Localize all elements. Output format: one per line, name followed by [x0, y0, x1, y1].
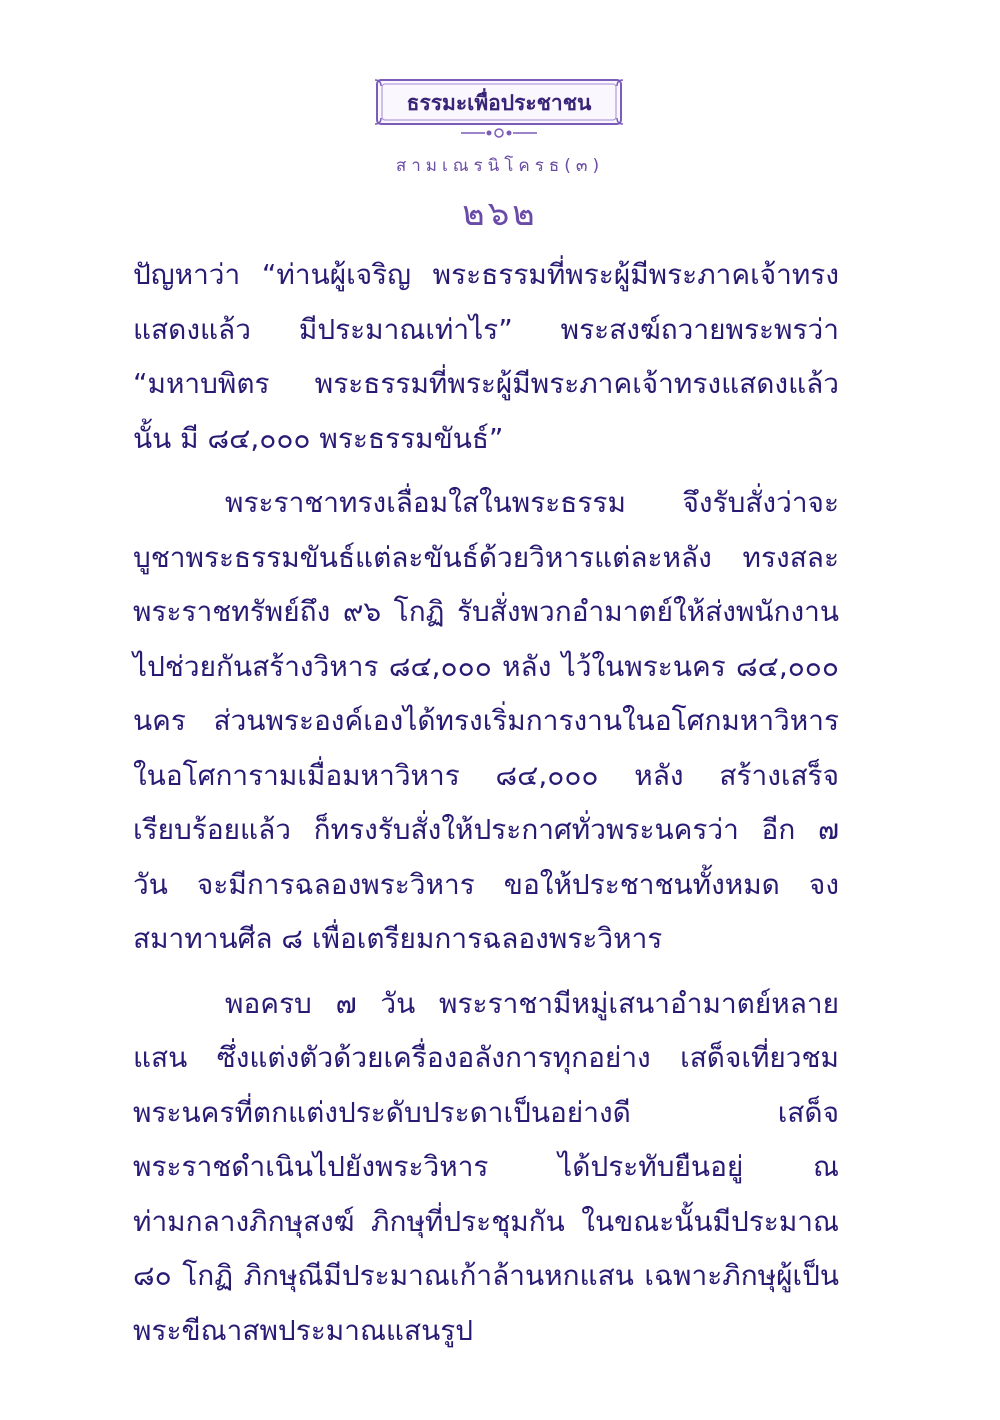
chapter-subtitle: สามเณรนิโครธ(๓): [395, 156, 605, 176]
paragraph: พระราชาทรงเลื่อมใสในพระธรรม จึงรับสั่งว่าจะบูชาพระธรรมขันธ์แต่ละขันธ์ด้วยวิหารแต่ละหลัง ทรงสละพระราชทรัพย์ถึง ๙๖ โกฏิ รับสั่งพวกอำมาตย์ให้ส่งพนักงานไปช่วยกันสร้างวิหาร ๘๔,๐๐๐ หลัง ไว้ในพระนคร ๘๔,๐๐๐ นคร ส่วนพระองค์เองได้ทรงเริ่มการงานในอโศกมหาวิหาร ในอโศการามเมื่อมหาวิหาร ๘๔,๐๐๐ หลัง สร้างเสร็จเรียบร้อยแล้ว ก็ทรงรับสั่งให้ประกาศทั่วพระนครว่า อีก ๗ วัน จะมีการฉลองพระวิหาร ขอให้ประชาชนทั้งหมด จงสมาทานศีล ๘ เพื่อเตรียมการฉลองพระวิหาร: [133, 486, 839, 955]
book-title-logo: [373, 78, 625, 140]
logo-text: ธรรมะเพื่อประชาชน: [406, 91, 592, 115]
body-text: [133, 248, 839, 1358]
paragraph: ปัญหาว่า “ท่านผู้เจริญ พระธรรมที่พระผู้มีพระภาคเจ้าทรงแสดงแล้ว มีประมาณเท่าไร” พระสงฆ์ถวายพระพรว่า “มหาบพิตร พระธรรมที่พระผู้มีพระภาคเจ้าทรงแสดงแล้วนั้น มี ๘๔,๐๐๐ พระธรรมขันธ์”: [133, 258, 839, 455]
page-number: ๒๖๒: [462, 194, 538, 234]
paragraph: พอครบ ๗ วัน พระราชามีหมู่เสนาอำมาตย์หลายแสน ซึ่งแต่งตัวด้วยเครื่องอลังการทุกอย่าง เสด็จเที่ยวชมพระนครที่ตกแต่งประดับประดาเป็นอย่างดี เสด็จพระราชดำเนินไปยังพระวิหาร ได้ประทับยืนอยู่ ณ ท่ามกลางภิกษุสงฆ์ ภิกษุที่ประชุมกัน ในขณะนั้นมีประมาณ ๘๐ โกฏิ ภิกษุณีมีประมาณเก้าล้านหกแสน เฉพาะภิกษุผู้เป็นพระขีณาสพประมาณแสนรูป: [133, 986, 839, 1347]
